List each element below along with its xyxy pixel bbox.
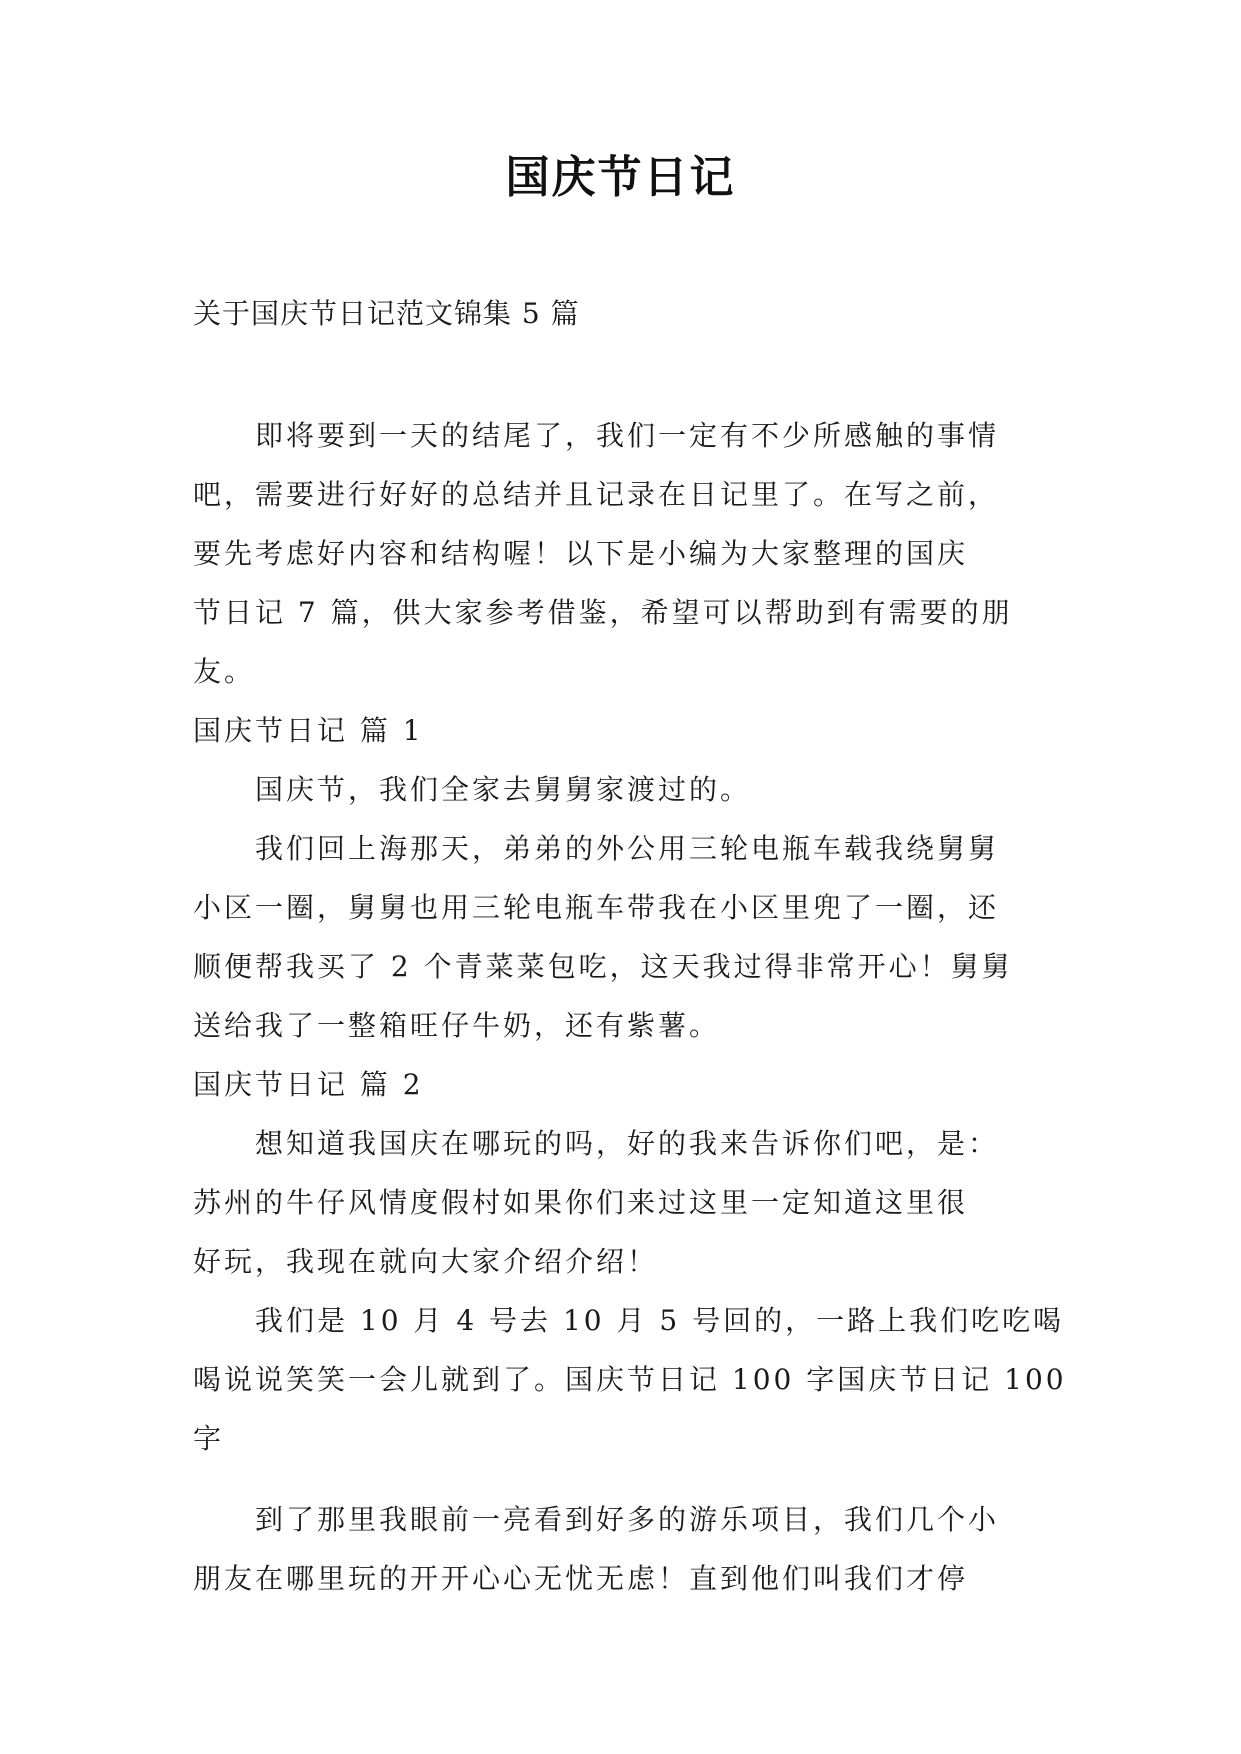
- section-heading: 国庆节日记 篇 1: [193, 714, 424, 747]
- body-line: 顺便帮我买了 2 个青菜菜包吃，这天我过得非常开心！舅舅: [193, 950, 1013, 983]
- body-line: 吧，需要进行好好的总结并且记录在日记里了。在写之前，: [193, 478, 1000, 511]
- body-line: 好玩，我现在就向大家介绍介绍！: [193, 1245, 659, 1278]
- document-title: 国庆节日记: [505, 152, 736, 203]
- body-line: 小区一圈，舅舅也用三轮电瓶车带我在小区里兜了一圈，还: [193, 891, 1000, 924]
- paragraph-gap: [193, 1468, 1053, 1490]
- body-line: 我们是 10 月 4 号去 10 月 5 号回的，一路上我们吃吃喝: [193, 1304, 1065, 1337]
- body-line: 到了那里我眼前一亮看到好多的游乐项目，我们几个小: [193, 1503, 1000, 1536]
- body-line: 节日记 7 篇，供大家参考借鉴，希望可以帮助到有需要的朋: [193, 596, 1013, 629]
- body-line: 要先考虑好内容和结构喔！以下是小编为大家整理的国庆: [193, 537, 969, 570]
- document-subtitle: 关于国庆节日记范文锦集 5 篇: [193, 297, 580, 330]
- section-heading: 国庆节日记 篇 2: [193, 1068, 424, 1101]
- body-line: 即将要到一天的结尾了，我们一定有不少所感触的事情: [193, 419, 1000, 452]
- body-line: 苏州的牛仔风情度假村如果你们来过这里一定知道这里很: [193, 1186, 969, 1219]
- body-line: 送给我了一整箱旺仔牛奶，还有紫薯。: [193, 1009, 721, 1042]
- body-line: 我们回上海那天，弟弟的外公用三轮电瓶车载我绕舅舅: [193, 832, 1000, 865]
- body-line: 朋友在哪里玩的开开心心无忧无虑！直到他们叫我们才停: [193, 1562, 969, 1595]
- body-line: 想知道我国庆在哪玩的吗，好的我来告诉你们吧，是：: [193, 1127, 1000, 1160]
- body-line: 字: [193, 1422, 225, 1455]
- body-line: 国庆节，我们全家去舅舅家渡过的。: [193, 773, 752, 806]
- body-line: 喝说说笑笑一会儿就到了。国庆节日记 100 字国庆节日记 100: [193, 1363, 1067, 1396]
- document-body: [193, 406, 1067, 1608]
- body-line: 友。: [193, 655, 256, 688]
